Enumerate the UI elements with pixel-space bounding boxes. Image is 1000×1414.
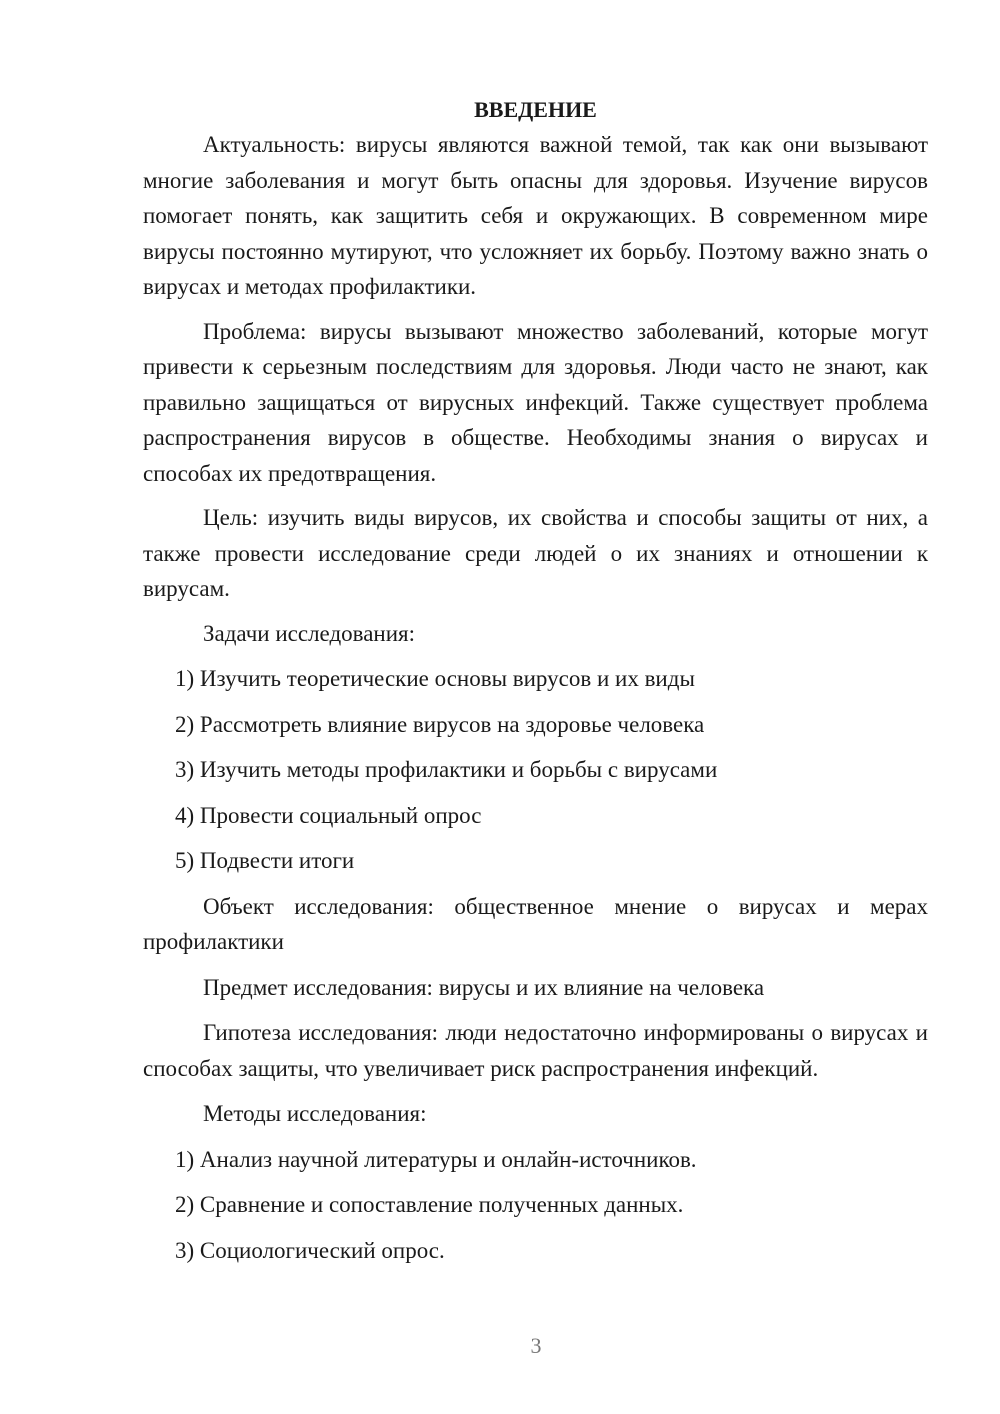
- goal-paragraph: Цель: изучить виды вирусов, их свойства и способы защиты от них, а также провести исследование среди людей о их знаниях и отношении к вирусам.: [143, 505, 928, 601]
- hypothesis-paragraph: Гипотеза исследования: люди недостаточно информированы о вирусах и способах защиты, что увеличивает риск распространения инфекций.: [143, 1020, 928, 1081]
- task-item: 5) Подвести итоги: [175, 848, 355, 873]
- method-item: 2) Сравнение и сопоставление полученных данных.: [175, 1192, 684, 1217]
- object-paragraph: Объект исследования: общественное мнение о вирусах и мерах профилактики: [143, 893, 928, 954]
- page-title: ВВЕДЕНИЕ: [474, 97, 597, 122]
- task-item: 4) Провести социальный опрос: [175, 802, 482, 828]
- page-number: 3: [530, 1333, 542, 1358]
- task-item: 1) Изучить теоретические основы вирусов и их виды: [175, 666, 695, 691]
- method-item: 1) Анализ научной литературы и онлайн-источников.: [175, 1146, 697, 1172]
- task-item: 2) Рассмотреть влияние вирусов на здоровье человека: [175, 711, 705, 737]
- method-item: 3) Социологический опрос.: [175, 1237, 445, 1263]
- task-item: 3) Изучить методы профилактики и борьбы с вирусами: [175, 757, 718, 782]
- subject-paragraph: Предмет исследования: вирусы и их влияние на человека: [203, 974, 765, 1000]
- page-content: [143, 92, 928, 1268]
- tasks-heading: Задачи исследования:: [203, 620, 416, 646]
- methods-heading: Методы исследования:: [203, 1101, 427, 1126]
- problem-paragraph: Проблема: вирусы вызывают множество заболеваний, которые могут привести к серьезным последствиям для здоровья. Люди часто не знают, как правильно защищаться от вирусных инфекций. Также существует проблема распространения вирусов в обществе. Необходимы знания о вирусах и способах их предотвращения.: [143, 318, 928, 486]
- relevance-paragraph: Актуальность: вирусы являются важной темой, так как они вызывают многие заболевания и могут быть опасны для здоровья. Изучение вирусов помогает понять, как защитить себя и окружающих. В современном мире вирусы постоянно мутируют, что усложняет их борьбу. Поэтому важно знать о вирусах и методах профилактики.: [143, 132, 928, 299]
